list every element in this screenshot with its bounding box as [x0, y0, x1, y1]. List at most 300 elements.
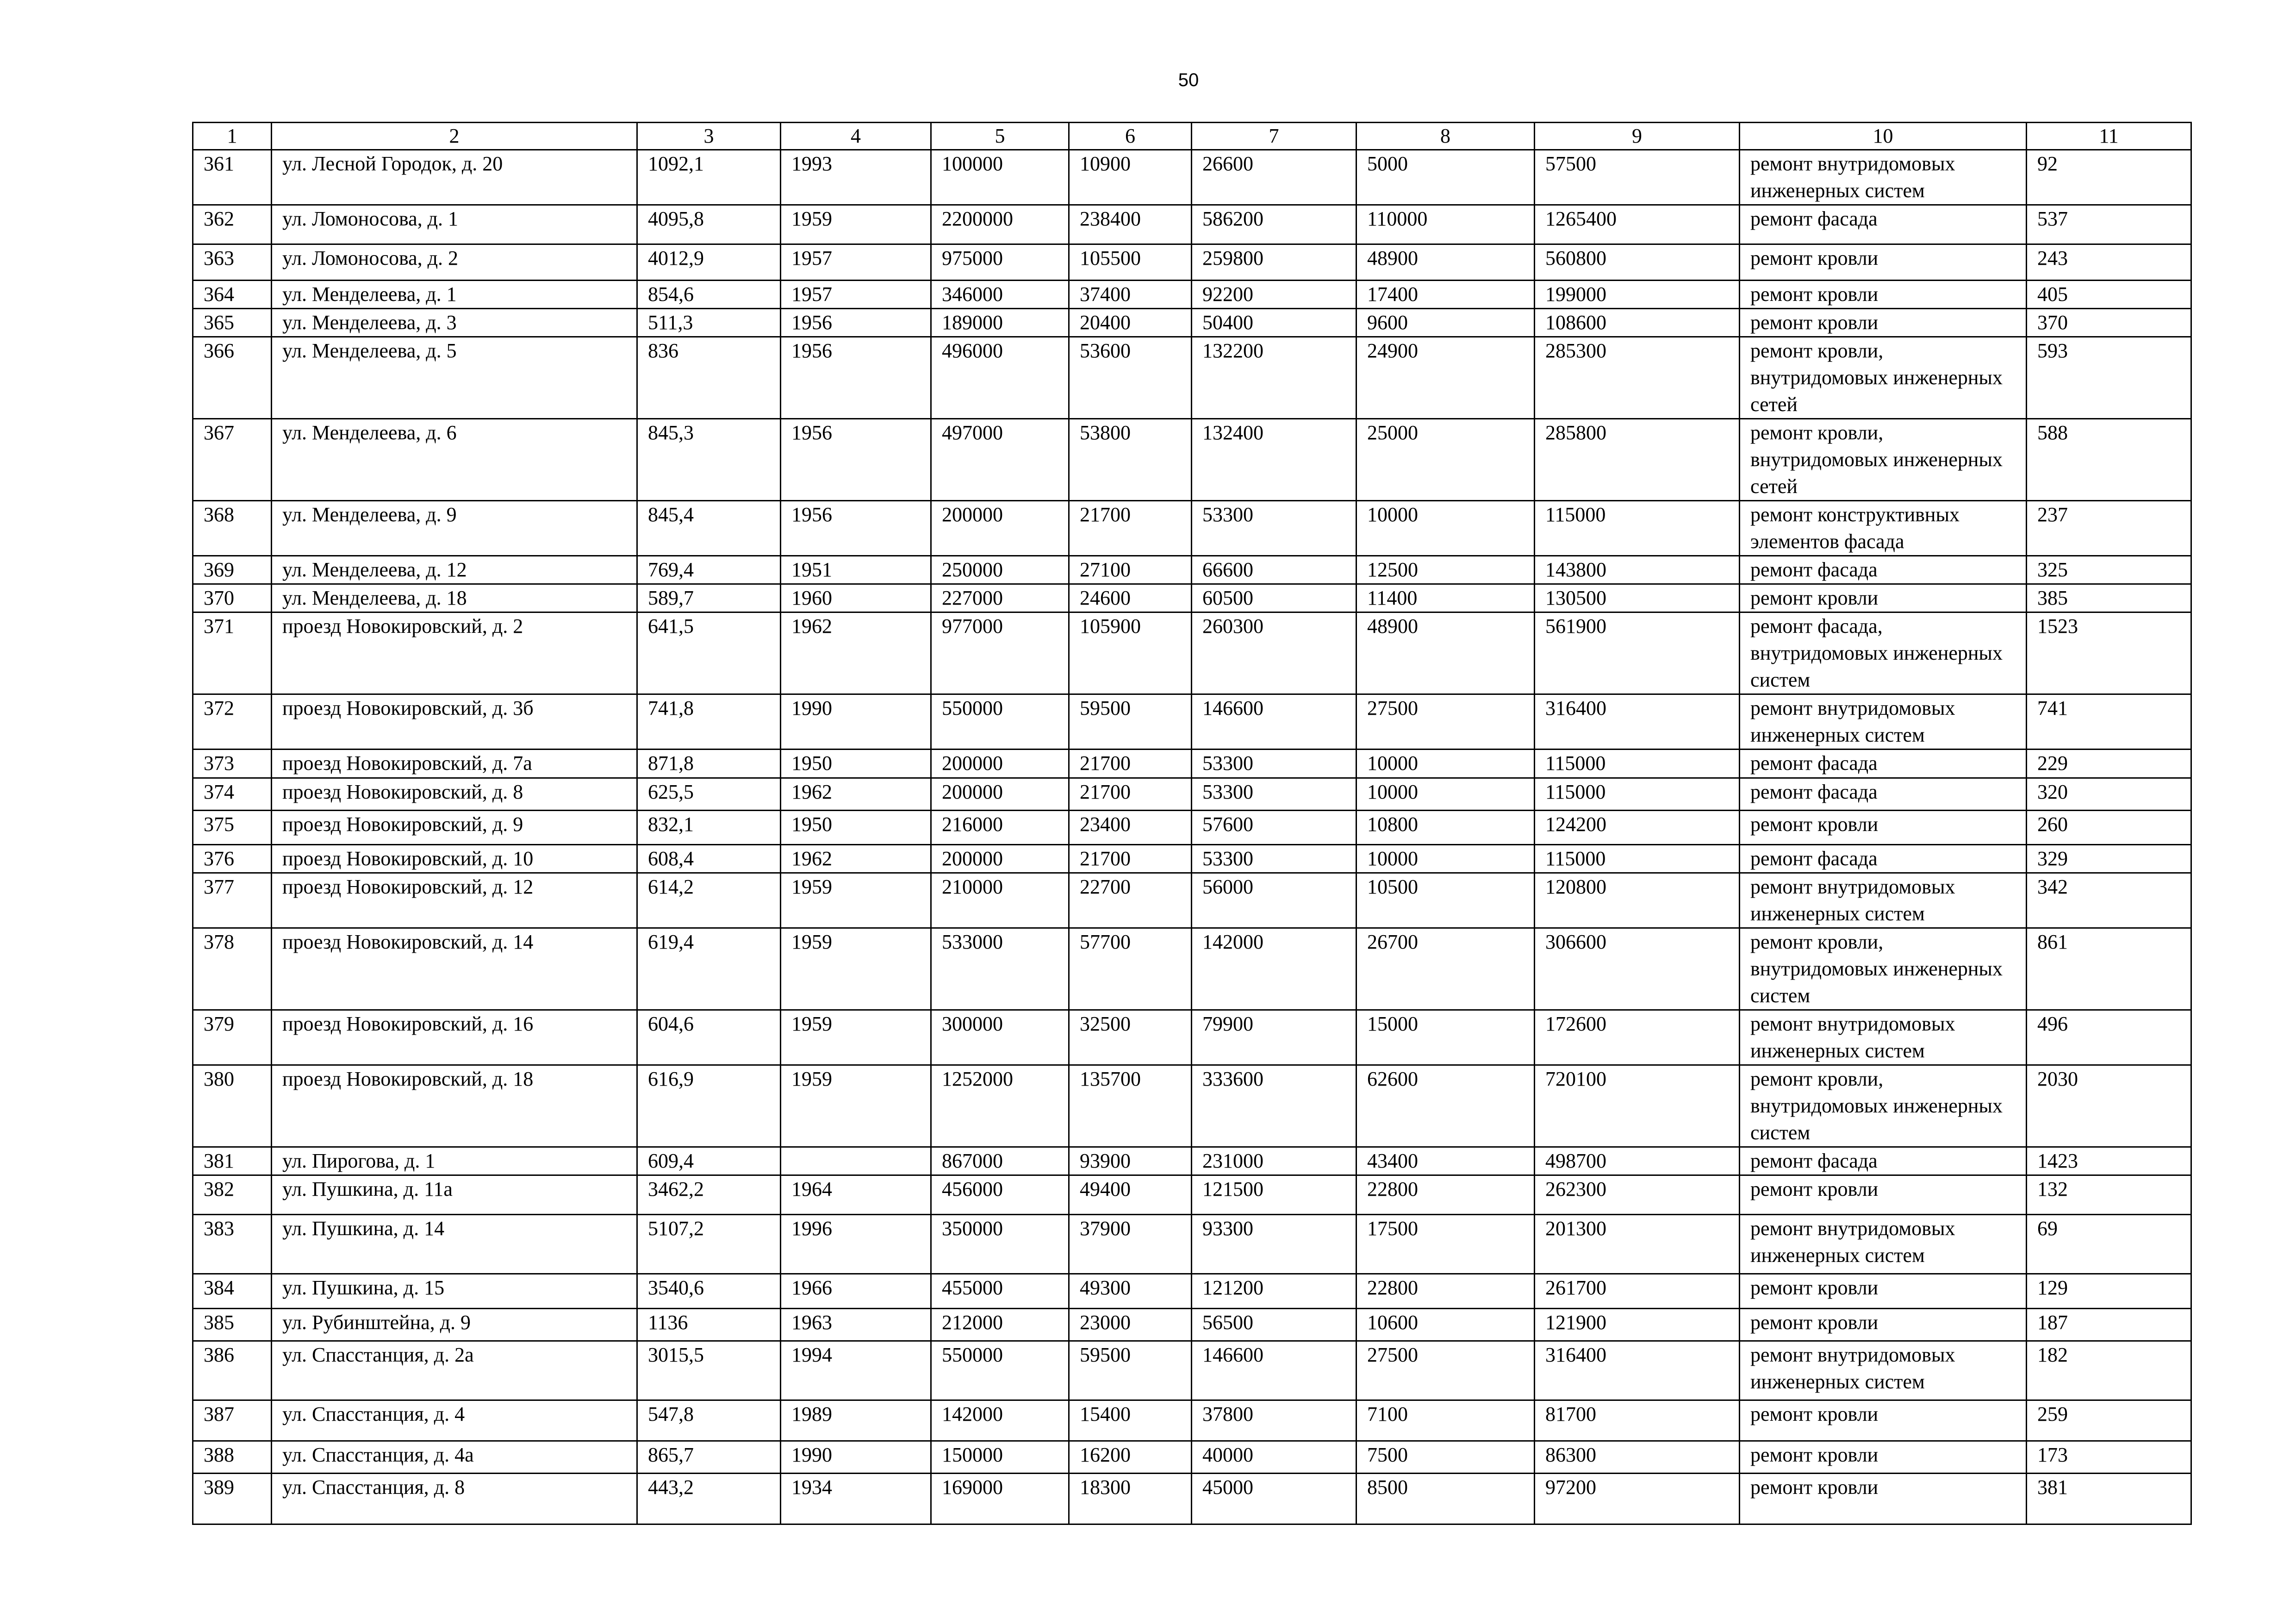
cost-col-6-cell: 135700	[1069, 1065, 1192, 1147]
year-built-cell: 1959	[781, 1065, 931, 1147]
table-row	[193, 1441, 2191, 1474]
address-cell: проезд Новокировский, д. 12	[272, 873, 637, 928]
cost-col-7-cell: 57600	[1192, 811, 1356, 845]
cost-col-6-cell: 27100	[1069, 556, 1192, 584]
cost-col-9-cell: 86300	[1535, 1441, 1740, 1474]
row-number-cell: 371	[193, 612, 272, 694]
cost-col-8-cell: 5000	[1356, 150, 1535, 205]
col-11-value-cell: 325	[2027, 556, 2191, 584]
column-header: 8	[1356, 123, 1535, 150]
total-cost-cell: 142000	[931, 1400, 1069, 1441]
address-cell: ул. Менделеева, д. 1	[272, 281, 637, 309]
cost-col-6-cell: 10900	[1069, 150, 1192, 205]
col-11-value-cell: 237	[2027, 501, 2191, 556]
table-row	[193, 612, 2191, 694]
table-body	[193, 150, 2191, 1524]
col-11-value-cell: 260	[2027, 811, 2191, 845]
year-built-cell: 1963	[781, 1309, 931, 1341]
cost-col-9-cell: 316400	[1535, 694, 1740, 750]
cost-col-9-cell: 1265400	[1535, 205, 1740, 244]
col-11-value-cell: 1523	[2027, 612, 2191, 694]
cost-col-6-cell: 15400	[1069, 1400, 1192, 1441]
work-type-cell: ремонт кровли	[1740, 1175, 2027, 1215]
year-built-cell: 1990	[781, 1441, 931, 1474]
year-built-cell: 1994	[781, 1341, 931, 1400]
cost-col-9-cell: 316400	[1535, 1341, 1740, 1400]
total-cost-cell: 550000	[931, 694, 1069, 750]
row-number-cell: 381	[193, 1147, 272, 1175]
year-built-cell: 1959	[781, 928, 931, 1010]
cost-col-8-cell: 8500	[1356, 1474, 1535, 1524]
cost-col-8-cell: 12500	[1356, 556, 1535, 584]
total-cost-cell: 227000	[931, 584, 1069, 612]
table-row	[193, 778, 2191, 811]
col-11-value-cell: 861	[2027, 928, 2191, 1010]
year-built-cell: 1951	[781, 556, 931, 584]
cost-col-6-cell: 105500	[1069, 244, 1192, 281]
table-row	[193, 1147, 2191, 1175]
area-cell: 4012,9	[637, 244, 781, 281]
cost-col-6-cell: 21700	[1069, 778, 1192, 811]
col-11-value-cell: 496	[2027, 1010, 2191, 1065]
row-number-cell: 370	[193, 584, 272, 612]
total-cost-cell: 210000	[931, 873, 1069, 928]
cost-col-8-cell: 10800	[1356, 811, 1535, 845]
total-cost-cell: 456000	[931, 1175, 1069, 1215]
column-header: 7	[1192, 123, 1356, 150]
address-cell: ул. Лесной Городок, д. 20	[272, 150, 637, 205]
row-number-cell: 389	[193, 1474, 272, 1524]
col-11-value-cell: 588	[2027, 419, 2191, 501]
cost-col-6-cell: 20400	[1069, 309, 1192, 337]
row-number-cell: 382	[193, 1175, 272, 1215]
area-cell: 741,8	[637, 694, 781, 750]
address-cell: ул. Ломоносова, д. 2	[272, 244, 637, 281]
cost-col-7-cell: 79900	[1192, 1010, 1356, 1065]
address-cell: ул. Рубинштейна, д. 9	[272, 1309, 637, 1341]
year-built-cell: 1989	[781, 1400, 931, 1441]
table-row	[193, 309, 2191, 337]
cost-col-8-cell: 10000	[1356, 845, 1535, 873]
cost-col-8-cell: 7500	[1356, 1441, 1535, 1474]
cost-col-9-cell: 561900	[1535, 612, 1740, 694]
total-cost-cell: 533000	[931, 928, 1069, 1010]
address-cell: проезд Новокировский, д. 14	[272, 928, 637, 1010]
area-cell: 511,3	[637, 309, 781, 337]
year-built-cell: 1962	[781, 778, 931, 811]
year-built-cell: 1950	[781, 750, 931, 778]
work-type-cell: ремонт внутридомовых инженерных систем	[1740, 1215, 2027, 1274]
cost-col-9-cell: 172600	[1535, 1010, 1740, 1065]
column-header: 3	[637, 123, 781, 150]
area-cell: 854,6	[637, 281, 781, 309]
cost-col-6-cell: 238400	[1069, 205, 1192, 244]
row-number-cell: 368	[193, 501, 272, 556]
address-cell: проезд Новокировский, д. 3б	[272, 694, 637, 750]
work-type-cell: ремонт внутридомовых инженерных систем	[1740, 150, 2027, 205]
col-11-value-cell: 92	[2027, 150, 2191, 205]
column-header: 4	[781, 123, 931, 150]
total-cost-cell: 150000	[931, 1441, 1069, 1474]
year-built-cell: 1962	[781, 845, 931, 873]
cost-col-6-cell: 93900	[1069, 1147, 1192, 1175]
table-row	[193, 244, 2191, 281]
cost-col-8-cell: 48900	[1356, 612, 1535, 694]
cost-col-6-cell: 53600	[1069, 337, 1192, 419]
cost-col-7-cell: 142000	[1192, 928, 1356, 1010]
address-cell: ул. Пушкина, д. 14	[272, 1215, 637, 1274]
cost-col-9-cell: 81700	[1535, 1400, 1740, 1441]
row-number-cell: 369	[193, 556, 272, 584]
table-row	[193, 1065, 2191, 1147]
work-type-cell: ремонт внутридомовых инженерных систем	[1740, 873, 2027, 928]
area-cell: 3540,6	[637, 1274, 781, 1309]
work-type-cell: ремонт кровли	[1740, 1309, 2027, 1341]
col-11-value-cell: 593	[2027, 337, 2191, 419]
total-cost-cell: 350000	[931, 1215, 1069, 1274]
total-cost-cell: 200000	[931, 845, 1069, 873]
cost-col-8-cell: 43400	[1356, 1147, 1535, 1175]
total-cost-cell: 100000	[931, 150, 1069, 205]
cost-col-7-cell: 259800	[1192, 244, 1356, 281]
cost-col-8-cell: 27500	[1356, 694, 1535, 750]
work-type-cell: ремонт кровли	[1740, 1474, 2027, 1524]
address-cell: ул. Спасстанция, д. 8	[272, 1474, 637, 1524]
cost-col-7-cell: 231000	[1192, 1147, 1356, 1175]
total-cost-cell: 212000	[931, 1309, 1069, 1341]
cost-col-7-cell: 26600	[1192, 150, 1356, 205]
cost-col-6-cell: 37400	[1069, 281, 1192, 309]
cost-col-9-cell: 262300	[1535, 1175, 1740, 1215]
total-cost-cell: 1252000	[931, 1065, 1069, 1147]
year-built-cell: 1966	[781, 1274, 931, 1309]
row-number-cell: 377	[193, 873, 272, 928]
work-type-cell: ремонт фасада	[1740, 778, 2027, 811]
cost-col-7-cell: 333600	[1192, 1065, 1356, 1147]
table-row	[193, 584, 2191, 612]
area-cell: 3015,5	[637, 1341, 781, 1400]
cost-col-9-cell: 285800	[1535, 419, 1740, 501]
cost-col-6-cell: 59500	[1069, 1341, 1192, 1400]
col-11-value-cell: 329	[2027, 845, 2191, 873]
column-header: 1	[193, 123, 272, 150]
year-built-cell: 1957	[781, 281, 931, 309]
work-type-cell: ремонт кровли	[1740, 281, 2027, 309]
table-row	[193, 811, 2191, 845]
cost-col-9-cell: 115000	[1535, 778, 1740, 811]
total-cost-cell: 867000	[931, 1147, 1069, 1175]
year-built-cell: 1962	[781, 612, 931, 694]
column-header: 5	[931, 123, 1069, 150]
area-cell: 616,9	[637, 1065, 781, 1147]
row-number-cell: 366	[193, 337, 272, 419]
table-row	[193, 281, 2191, 309]
address-cell: ул. Пирогова, д. 1	[272, 1147, 637, 1175]
cost-col-8-cell: 110000	[1356, 205, 1535, 244]
total-cost-cell: 200000	[931, 750, 1069, 778]
address-cell: проезд Новокировский, д. 8	[272, 778, 637, 811]
cost-col-8-cell: 15000	[1356, 1010, 1535, 1065]
work-type-cell: ремонт конструктивных элементов фасада	[1740, 501, 2027, 556]
area-cell: 443,2	[637, 1474, 781, 1524]
col-11-value-cell: 741	[2027, 694, 2191, 750]
cost-col-8-cell: 10500	[1356, 873, 1535, 928]
building-repair-table	[192, 122, 2192, 1525]
year-built-cell	[781, 1147, 931, 1175]
col-11-value-cell: 381	[2027, 1474, 2191, 1524]
col-11-value-cell: 320	[2027, 778, 2191, 811]
column-header: 2	[272, 123, 637, 150]
year-built-cell: 1957	[781, 244, 931, 281]
column-header: 11	[2027, 123, 2191, 150]
address-cell: проезд Новокировский, д. 16	[272, 1010, 637, 1065]
cost-col-6-cell: 59500	[1069, 694, 1192, 750]
work-type-cell: ремонт кровли, внутридомовых инженерных систем	[1740, 928, 2027, 1010]
row-number-cell: 376	[193, 845, 272, 873]
row-number-cell: 363	[193, 244, 272, 281]
col-11-value-cell: 69	[2027, 1215, 2191, 1274]
cost-col-8-cell: 48900	[1356, 244, 1535, 281]
work-type-cell: ремонт кровли	[1740, 1400, 2027, 1441]
row-number-cell: 365	[193, 309, 272, 337]
work-type-cell: ремонт кровли, внутридомовых инженерных систем	[1740, 1065, 2027, 1147]
row-number-cell: 361	[193, 150, 272, 205]
work-type-cell: ремонт фасада	[1740, 205, 2027, 244]
row-number-cell: 367	[193, 419, 272, 501]
col-11-value-cell: 2030	[2027, 1065, 2191, 1147]
table-row	[193, 205, 2191, 244]
work-type-cell: ремонт кровли	[1740, 309, 2027, 337]
table-row	[193, 694, 2191, 750]
cost-col-6-cell: 21700	[1069, 501, 1192, 556]
table-row	[193, 873, 2191, 928]
cost-col-7-cell: 121200	[1192, 1274, 1356, 1309]
cost-col-7-cell: 93300	[1192, 1215, 1356, 1274]
cost-col-7-cell: 56000	[1192, 873, 1356, 928]
total-cost-cell: 497000	[931, 419, 1069, 501]
cost-col-7-cell: 53300	[1192, 845, 1356, 873]
cost-col-7-cell: 50400	[1192, 309, 1356, 337]
cost-col-6-cell: 49300	[1069, 1274, 1192, 1309]
address-cell: ул. Пушкина, д. 15	[272, 1274, 637, 1309]
col-11-value-cell: 385	[2027, 584, 2191, 612]
cost-col-8-cell: 7100	[1356, 1400, 1535, 1441]
row-number-cell: 383	[193, 1215, 272, 1274]
work-type-cell: ремонт фасада	[1740, 750, 2027, 778]
work-type-cell: ремонт фасада	[1740, 1147, 2027, 1175]
cost-col-6-cell: 57700	[1069, 928, 1192, 1010]
cost-col-6-cell: 24600	[1069, 584, 1192, 612]
work-type-cell: ремонт внутридомовых инженерных систем	[1740, 1010, 2027, 1065]
year-built-cell: 1959	[781, 205, 931, 244]
row-number-cell: 374	[193, 778, 272, 811]
cost-col-6-cell: 16200	[1069, 1441, 1192, 1474]
cost-col-8-cell: 25000	[1356, 419, 1535, 501]
row-number-cell: 380	[193, 1065, 272, 1147]
total-cost-cell: 189000	[931, 309, 1069, 337]
cost-col-7-cell: 60500	[1192, 584, 1356, 612]
col-11-value-cell: 243	[2027, 244, 2191, 281]
cost-col-7-cell: 132200	[1192, 337, 1356, 419]
cost-col-7-cell: 45000	[1192, 1474, 1356, 1524]
area-cell: 845,4	[637, 501, 781, 556]
cost-col-9-cell: 261700	[1535, 1274, 1740, 1309]
total-cost-cell: 496000	[931, 337, 1069, 419]
table-row	[193, 928, 2191, 1010]
total-cost-cell: 2200000	[931, 205, 1069, 244]
area-cell: 832,1	[637, 811, 781, 845]
year-built-cell: 1996	[781, 1215, 931, 1274]
address-cell: ул. Менделеева, д. 9	[272, 501, 637, 556]
cost-col-8-cell: 22800	[1356, 1274, 1535, 1309]
row-number-cell: 372	[193, 694, 272, 750]
row-number-cell: 375	[193, 811, 272, 845]
table-row	[193, 337, 2191, 419]
address-cell: ул. Пушкина, д. 11а	[272, 1175, 637, 1215]
cost-col-9-cell: 306600	[1535, 928, 1740, 1010]
area-cell: 4095,8	[637, 205, 781, 244]
cost-col-7-cell: 40000	[1192, 1441, 1356, 1474]
cost-col-8-cell: 9600	[1356, 309, 1535, 337]
address-cell: ул. Менделеева, д. 6	[272, 419, 637, 501]
total-cost-cell: 169000	[931, 1474, 1069, 1524]
year-built-cell: 1956	[781, 309, 931, 337]
work-type-cell: ремонт кровли	[1740, 584, 2027, 612]
cost-col-7-cell: 132400	[1192, 419, 1356, 501]
table-row	[193, 1474, 2191, 1524]
address-cell: проезд Новокировский, д. 10	[272, 845, 637, 873]
address-cell: ул. Менделеева, д. 3	[272, 309, 637, 337]
table-row	[193, 1341, 2191, 1400]
work-type-cell: ремонт кровли	[1740, 1274, 2027, 1309]
address-cell: ул. Спасстанция, д. 4а	[272, 1441, 637, 1474]
work-type-cell: ремонт кровли	[1740, 244, 2027, 281]
work-type-cell: ремонт кровли	[1740, 811, 2027, 845]
column-header: 6	[1069, 123, 1192, 150]
area-cell: 614,2	[637, 873, 781, 928]
row-number-cell: 364	[193, 281, 272, 309]
year-built-cell: 1993	[781, 150, 931, 205]
table-row	[193, 556, 2191, 584]
cost-col-9-cell: 108600	[1535, 309, 1740, 337]
cost-col-9-cell: 97200	[1535, 1474, 1740, 1524]
cost-col-8-cell: 22800	[1356, 1175, 1535, 1215]
cost-col-7-cell: 121500	[1192, 1175, 1356, 1215]
work-type-cell: ремонт внутридомовых инженерных систем	[1740, 1341, 2027, 1400]
area-cell: 1136	[637, 1309, 781, 1341]
total-cost-cell: 975000	[931, 244, 1069, 281]
total-cost-cell: 455000	[931, 1274, 1069, 1309]
table-row	[193, 845, 2191, 873]
work-type-cell: ремонт кровли	[1740, 1441, 2027, 1474]
col-11-value-cell: 173	[2027, 1441, 2191, 1474]
col-11-value-cell: 132	[2027, 1175, 2191, 1215]
table-row	[193, 750, 2191, 778]
cost-col-9-cell: 560800	[1535, 244, 1740, 281]
cost-col-6-cell: 23400	[1069, 811, 1192, 845]
cost-col-9-cell: 199000	[1535, 281, 1740, 309]
cost-col-9-cell: 201300	[1535, 1215, 1740, 1274]
cost-col-9-cell: 115000	[1535, 845, 1740, 873]
row-number-cell: 379	[193, 1010, 272, 1065]
cost-col-6-cell: 49400	[1069, 1175, 1192, 1215]
cost-col-7-cell: 66600	[1192, 556, 1356, 584]
work-type-cell: ремонт кровли, внутридомовых инженерных сетей	[1740, 337, 2027, 419]
total-cost-cell: 200000	[931, 501, 1069, 556]
cost-col-9-cell: 130500	[1535, 584, 1740, 612]
table-row	[193, 1400, 2191, 1441]
cost-col-7-cell: 53300	[1192, 501, 1356, 556]
cost-col-9-cell: 124200	[1535, 811, 1740, 845]
area-cell: 547,8	[637, 1400, 781, 1441]
table-row	[193, 1010, 2191, 1065]
col-11-value-cell: 405	[2027, 281, 2191, 309]
total-cost-cell: 300000	[931, 1010, 1069, 1065]
cost-col-9-cell: 120800	[1535, 873, 1740, 928]
cost-col-9-cell: 115000	[1535, 501, 1740, 556]
area-cell: 845,3	[637, 419, 781, 501]
cost-col-9-cell: 143800	[1535, 556, 1740, 584]
table-row	[193, 1274, 2191, 1309]
address-cell: проезд Новокировский, д. 7а	[272, 750, 637, 778]
row-number-cell: 378	[193, 928, 272, 1010]
cost-col-6-cell: 23000	[1069, 1309, 1192, 1341]
col-11-value-cell: 370	[2027, 309, 2191, 337]
cost-col-7-cell: 53300	[1192, 750, 1356, 778]
col-11-value-cell: 1423	[2027, 1147, 2191, 1175]
area-cell: 836	[637, 337, 781, 419]
cost-col-8-cell: 17400	[1356, 281, 1535, 309]
address-cell: проезд Новокировский, д. 18	[272, 1065, 637, 1147]
cost-col-6-cell: 53800	[1069, 419, 1192, 501]
address-cell: ул. Менделеева, д. 12	[272, 556, 637, 584]
row-number-cell: 387	[193, 1400, 272, 1441]
cost-col-6-cell: 18300	[1069, 1474, 1192, 1524]
cost-col-8-cell: 24900	[1356, 337, 1535, 419]
year-built-cell: 1959	[781, 1010, 931, 1065]
cost-col-7-cell: 92200	[1192, 281, 1356, 309]
address-cell: проезд Новокировский, д. 9	[272, 811, 637, 845]
cost-col-8-cell: 10000	[1356, 750, 1535, 778]
table-row	[193, 419, 2191, 501]
col-11-value-cell: 259	[2027, 1400, 2191, 1441]
cost-col-9-cell: 121900	[1535, 1309, 1740, 1341]
area-cell: 608,4	[637, 845, 781, 873]
area-cell: 1092,1	[637, 150, 781, 205]
cost-col-7-cell: 586200	[1192, 205, 1356, 244]
total-cost-cell: 200000	[931, 778, 1069, 811]
column-header: 9	[1535, 123, 1740, 150]
cost-col-8-cell: 62600	[1356, 1065, 1535, 1147]
cost-col-9-cell: 57500	[1535, 150, 1740, 205]
work-type-cell: ремонт фасада, внутридомовых инженерных систем	[1740, 612, 2027, 694]
cost-col-7-cell: 37800	[1192, 1400, 1356, 1441]
cost-col-8-cell: 17500	[1356, 1215, 1535, 1274]
area-cell: 3462,2	[637, 1175, 781, 1215]
cost-col-6-cell: 22700	[1069, 873, 1192, 928]
work-type-cell: ремонт кровли, внутридомовых инженерных сетей	[1740, 419, 2027, 501]
col-11-value-cell: 229	[2027, 750, 2191, 778]
column-header: 10	[1740, 123, 2027, 150]
address-cell: ул. Менделеева, д. 5	[272, 337, 637, 419]
cost-col-7-cell: 56500	[1192, 1309, 1356, 1341]
cost-col-6-cell: 105900	[1069, 612, 1192, 694]
area-cell: 589,7	[637, 584, 781, 612]
area-cell: 5107,2	[637, 1215, 781, 1274]
col-11-value-cell: 129	[2027, 1274, 2191, 1309]
row-number-cell: 385	[193, 1309, 272, 1341]
area-cell: 769,4	[637, 556, 781, 584]
